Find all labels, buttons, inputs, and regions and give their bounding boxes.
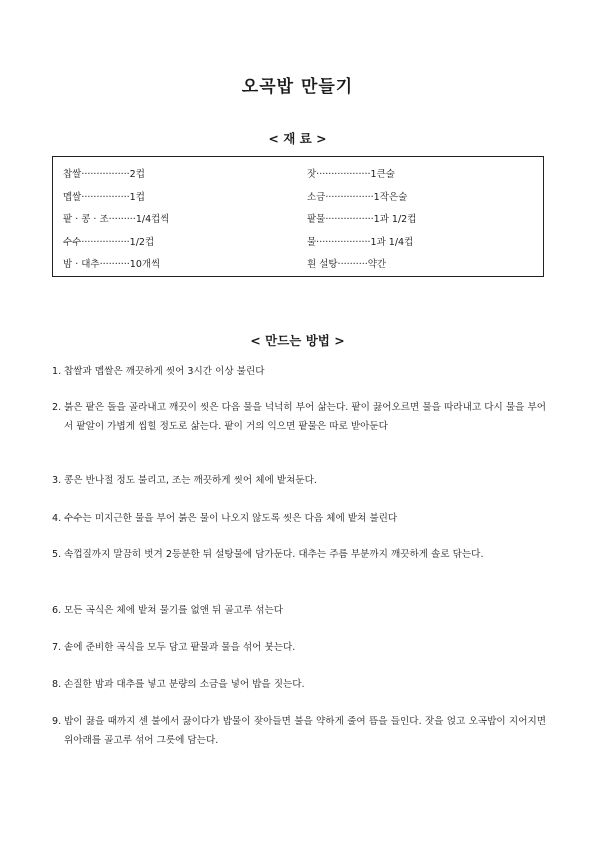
material-item: 밤 · 대추··········10개씩 — [63, 259, 161, 270]
step-item — [52, 471, 546, 490]
material-item: 찹쌀················2컵 — [63, 169, 145, 180]
material-item: 흰 설탕··········약간 — [307, 259, 387, 270]
step-item — [52, 545, 546, 564]
step-number: 6. — [52, 605, 62, 616]
step-item — [52, 638, 546, 657]
step-item — [52, 712, 546, 750]
step-text: 콩은 반나절 정도 불리고, 조는 깨끗하게 씻어 체에 밭쳐둔다. — [64, 475, 317, 486]
step-text: 손질한 밤과 대추를 넣고 분량의 소금을 넣어 밥을 짓는다. — [64, 679, 305, 690]
step-number: 2. — [52, 402, 62, 413]
step-number: 4. — [52, 513, 62, 524]
step-number: 8. — [52, 679, 62, 690]
method-heading: < 만드는 방법 > — [250, 333, 345, 348]
step-item — [52, 362, 546, 381]
step-text: 밥이 끓을 때까지 센 불에서 끓이다가 밥물이 잦아들면 불을 약하게 줄여 뜸을 들인다. 잣을 얹고 오곡밥이 지어지면 위아래를 골고루 섞어 그릇에 담는다. — [64, 716, 546, 746]
step-number: 5. — [52, 549, 62, 560]
step-text: 붉은 팥은 돌을 골라내고 깨끗이 씻은 다음 물을 넉넉히 부어 삶는다. 팥이 끓어오르면 물을 따라내고 다시 물을 부어서 팥알이 가볍게 씹힐 정도로 삶는다. 팥이 거의 익으면 팥물은 따로 받아둔다 — [64, 402, 546, 432]
material-item: 잣··················1큰술 — [307, 169, 395, 180]
step-text: 모든 곡식은 체에 밭쳐 물기를 없앤 뒤 골고루 섞는다 — [64, 605, 284, 616]
step-number: 7. — [52, 642, 62, 653]
material-item: 소금················1작은술 — [307, 191, 408, 203]
step-item — [52, 675, 546, 694]
step-item — [52, 509, 546, 528]
step-text: 수수는 미지근한 물을 부어 붉은 물이 나오지 않도록 씻은 다음 체에 밭쳐 불린다 — [64, 513, 398, 524]
materials-left-column — [63, 168, 169, 281]
step-item — [52, 398, 546, 436]
material-item: 물··················1과 1/4컵 — [307, 236, 414, 248]
step-text: 솥에 준비한 곡식을 모두 담고 팥물과 물을 섞어 붓는다. — [64, 642, 296, 653]
material-item: 수수················1/2컵 — [63, 236, 155, 248]
step-text: 찹쌀과 멥쌀은 깨끗하게 씻어 3시간 이상 불린다 — [64, 366, 265, 377]
material-item: 멥쌀················1컵 — [63, 191, 145, 203]
step-number: 3. — [52, 475, 62, 486]
step-text: 속껍질까지 말끔히 벗겨 2등분한 뒤 설탕물에 담가둔다. 대추는 주름 부분까지 깨끗하게 솔로 닦는다. — [64, 549, 484, 560]
step-number: 9. — [52, 716, 62, 727]
step-item — [52, 601, 546, 620]
material-item: 팥 · 콩 · 조·········1/4컵씩 — [63, 214, 170, 225]
step-number: 1. — [52, 366, 62, 377]
material-item: 팥물················1과 1/2컵 — [307, 214, 417, 225]
materials-heading: < 재 료 > — [268, 131, 327, 146]
materials-table — [52, 156, 544, 277]
materials-right-column — [307, 168, 416, 281]
page-title: 오곡밥 만들기 — [241, 77, 354, 97]
